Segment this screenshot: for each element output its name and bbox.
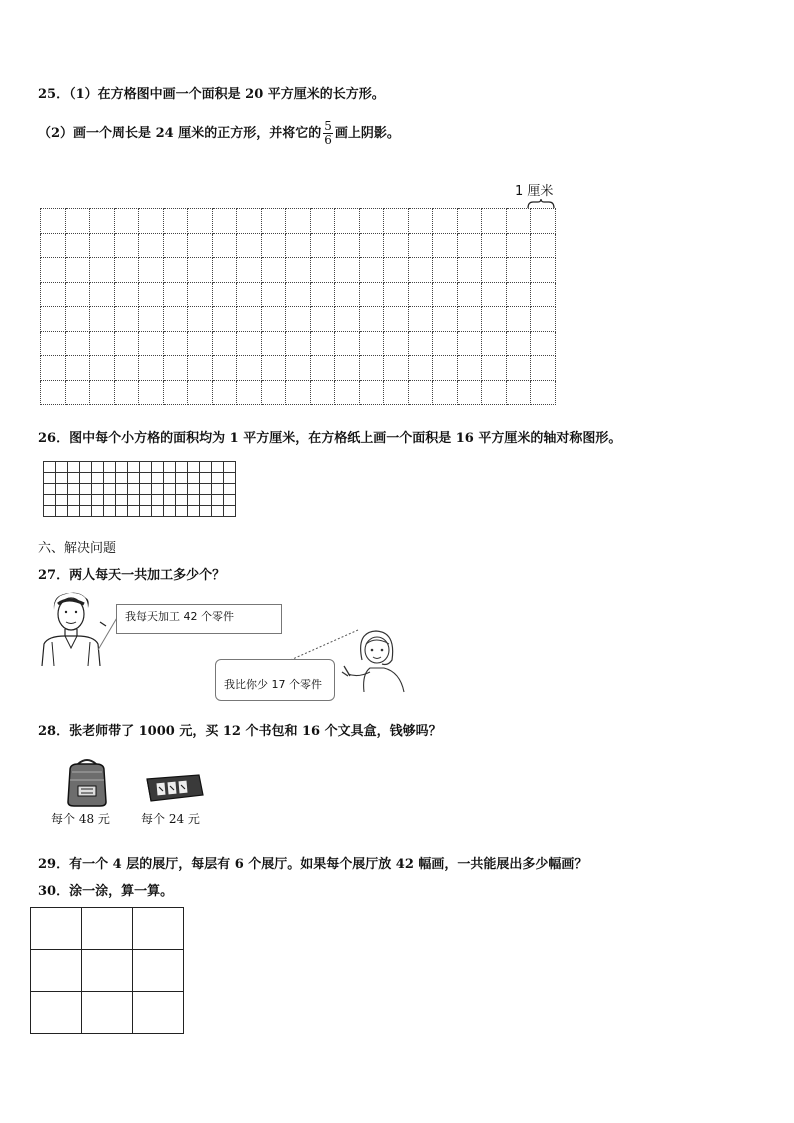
grid-cell[interactable] [176, 506, 188, 517]
grid-cell[interactable] [139, 233, 164, 258]
grid-cell[interactable] [68, 473, 80, 484]
grid-cell[interactable] [384, 233, 409, 258]
grid-cell[interactable] [237, 356, 262, 381]
grid-cell[interactable] [482, 356, 507, 381]
grid-cell[interactable] [128, 506, 140, 517]
grid-cell[interactable] [188, 233, 213, 258]
q25-part1: 25．（1）在方格图中画一个面积是 20 平方厘米的长方形。 [38, 87, 385, 102]
grid-cell[interactable] [212, 495, 224, 506]
grid-cell[interactable] [506, 331, 531, 356]
grid-cell[interactable] [152, 484, 164, 495]
grid-cell[interactable] [163, 307, 188, 332]
grid-cell[interactable] [68, 506, 80, 517]
grid-cell[interactable] [31, 992, 82, 1034]
grid-cell[interactable] [164, 484, 176, 495]
grid-cell[interactable] [212, 380, 237, 405]
grid-cell[interactable] [104, 506, 116, 517]
grid-cell[interactable] [188, 506, 200, 517]
grid-cell[interactable] [41, 331, 66, 356]
grid-cell[interactable] [433, 233, 458, 258]
grid-cell[interactable] [188, 209, 213, 234]
grid-cell[interactable] [114, 331, 139, 356]
grid-cell[interactable] [359, 282, 384, 307]
grid-cell[interactable] [237, 282, 262, 307]
grid-cell[interactable] [286, 233, 311, 258]
grid-cell[interactable] [457, 380, 482, 405]
grid-cell[interactable] [65, 307, 90, 332]
grid-cell[interactable] [261, 258, 286, 283]
grid-cell[interactable] [335, 233, 360, 258]
grid-cell[interactable] [31, 950, 82, 992]
grid-cell[interactable] [163, 356, 188, 381]
grid-cell[interactable] [482, 307, 507, 332]
grid-cell[interactable] [212, 473, 224, 484]
grid-cell[interactable] [90, 282, 115, 307]
grid-cell[interactable] [44, 484, 56, 495]
grid-cell[interactable] [359, 233, 384, 258]
grid-cell[interactable] [116, 462, 128, 473]
grid-cell[interactable] [433, 331, 458, 356]
grid-cell[interactable] [163, 209, 188, 234]
grid-cell[interactable] [335, 209, 360, 234]
grid-cell[interactable] [90, 331, 115, 356]
grid-cell[interactable] [310, 331, 335, 356]
grid-cell[interactable] [261, 209, 286, 234]
grid-cell[interactable] [133, 950, 184, 992]
grid-cell[interactable] [237, 209, 262, 234]
grid-cell[interactable] [531, 331, 556, 356]
grid-cell[interactable] [237, 331, 262, 356]
grid-cell[interactable] [310, 209, 335, 234]
q25-part2 [38, 120, 400, 147]
grid-cell[interactable] [41, 356, 66, 381]
grid-cell[interactable] [224, 484, 236, 495]
grid-cell[interactable] [82, 908, 133, 950]
grid-cell[interactable] [104, 495, 116, 506]
fraction-numerator: 5 [324, 119, 332, 133]
grid-cell[interactable] [104, 462, 116, 473]
section-title: 六、解决问题 [38, 541, 117, 556]
grid-cell[interactable] [116, 473, 128, 484]
grid-cell[interactable] [188, 331, 213, 356]
grid-cell[interactable] [80, 484, 92, 495]
grid-cell[interactable] [188, 356, 213, 381]
grid-cell[interactable] [140, 473, 152, 484]
grid-cell[interactable] [65, 233, 90, 258]
grid-cell[interactable] [310, 233, 335, 258]
grid-cell[interactable] [200, 462, 212, 473]
q29-text: 29．有一个 4 层的展厅，每层有 6 个展厅。如果每个展厅放 42 幅画，一共能展出多少幅画？ [38, 857, 588, 872]
grid-cell[interactable] [56, 484, 68, 495]
q25-grid[interactable] [40, 208, 556, 405]
caption-pencil-box: 每个 24 元 [141, 812, 200, 826]
grid-cell[interactable] [482, 282, 507, 307]
grid-cell[interactable] [224, 462, 236, 473]
grid-cell[interactable] [56, 506, 68, 517]
grid-cell[interactable] [44, 473, 56, 484]
grid-cell[interactable] [335, 331, 360, 356]
grid-cell[interactable] [359, 258, 384, 283]
grid-cell[interactable] [90, 307, 115, 332]
grid-cell[interactable] [140, 506, 152, 517]
grid-cell[interactable] [163, 258, 188, 283]
q25-part2-after: 画上阴影。 [334, 126, 400, 141]
grid-cell[interactable] [531, 380, 556, 405]
grid-cell[interactable] [310, 282, 335, 307]
grid-cell[interactable] [90, 209, 115, 234]
grid-cell[interactable] [359, 331, 384, 356]
grid-cell[interactable] [128, 484, 140, 495]
q26-grid[interactable] [43, 461, 236, 517]
grid-cell[interactable] [56, 473, 68, 484]
grid-cell[interactable] [200, 506, 212, 517]
grid-cell[interactable] [212, 307, 237, 332]
grid-cell[interactable] [457, 356, 482, 381]
grid-cell[interactable] [200, 495, 212, 506]
grid-cell[interactable] [286, 209, 311, 234]
grid-cell[interactable] [116, 484, 128, 495]
grid-cell[interactable] [164, 462, 176, 473]
grid-cell[interactable] [237, 233, 262, 258]
grid-cell[interactable] [65, 282, 90, 307]
grid-cell[interactable] [188, 462, 200, 473]
grid-cell[interactable] [531, 282, 556, 307]
grid-cell[interactable] [506, 356, 531, 381]
grid-cell[interactable] [433, 380, 458, 405]
grid-cell[interactable] [408, 282, 433, 307]
grid-cell[interactable] [90, 356, 115, 381]
q30-text: 30．涂一涂，算一算。 [38, 884, 174, 899]
grid-cell[interactable] [408, 307, 433, 332]
fraction-denominator: 6 [324, 133, 332, 147]
grid-cell[interactable] [457, 307, 482, 332]
grid-cell[interactable] [212, 258, 237, 283]
grid-cell[interactable] [212, 356, 237, 381]
grid-cell[interactable] [310, 307, 335, 332]
grid-cell[interactable] [65, 380, 90, 405]
grid-cell[interactable] [310, 356, 335, 381]
grid-cell[interactable] [188, 484, 200, 495]
grid-cell[interactable] [41, 258, 66, 283]
grid-cell[interactable] [41, 209, 66, 234]
grid-cell[interactable] [92, 462, 104, 473]
grid-cell[interactable] [92, 495, 104, 506]
grid-cell[interactable] [433, 282, 458, 307]
grid-cell[interactable] [44, 462, 56, 473]
q25-part2-before: （2）画一个周长是 24 厘米的正方形，并将它的 [38, 126, 322, 141]
grid-cell[interactable] [335, 282, 360, 307]
grid-cell[interactable] [163, 331, 188, 356]
grid-cell[interactable] [212, 282, 237, 307]
grid-cell[interactable] [92, 484, 104, 495]
grid-cell[interactable] [188, 307, 213, 332]
grid-cell[interactable] [152, 495, 164, 506]
grid-cell[interactable] [335, 356, 360, 381]
grid-cell[interactable] [104, 484, 116, 495]
grid-cell[interactable] [482, 233, 507, 258]
grid-cell[interactable] [92, 473, 104, 484]
grid-cell[interactable] [114, 258, 139, 283]
grid-cell[interactable] [128, 495, 140, 506]
caption-backpack: 每个 48 元 [51, 812, 110, 826]
grid-cell[interactable] [506, 282, 531, 307]
grid-cell[interactable] [90, 233, 115, 258]
grid-cell[interactable] [531, 356, 556, 381]
grid-cell[interactable] [139, 282, 164, 307]
pencil-box-icon [141, 771, 205, 805]
grid-cell[interactable] [482, 331, 507, 356]
grid-cell[interactable] [140, 495, 152, 506]
girl-illustration-icon [340, 626, 412, 694]
grid-cell[interactable] [65, 209, 90, 234]
grid-cell[interactable] [152, 506, 164, 517]
grid-cell[interactable] [188, 473, 200, 484]
grid-cell[interactable] [384, 356, 409, 381]
q26-text: 26．图中每个小方格的面积均为 1 平方厘米，在方格纸上画一个面积是 16 平方厘米的轴对称图形。 [38, 431, 622, 446]
grid-cell[interactable] [212, 462, 224, 473]
grid-cell[interactable] [164, 473, 176, 484]
grid-cell[interactable] [531, 307, 556, 332]
grid-cell[interactable] [384, 258, 409, 283]
grid-cell[interactable] [68, 462, 80, 473]
grid-cell[interactable] [163, 282, 188, 307]
grid-cell[interactable] [359, 356, 384, 381]
grid-cell[interactable] [176, 473, 188, 484]
grid-cell[interactable] [224, 506, 236, 517]
grid-cell[interactable] [82, 950, 133, 992]
grid-cell[interactable] [114, 282, 139, 307]
grid-cell[interactable] [114, 356, 139, 381]
grid-cell[interactable] [457, 233, 482, 258]
grid-cell[interactable] [133, 992, 184, 1034]
grid-cell[interactable] [139, 307, 164, 332]
grid-cell[interactable] [457, 209, 482, 234]
grid-cell[interactable] [163, 380, 188, 405]
grid-cell[interactable] [80, 506, 92, 517]
speech-bubble-man: 我每天加工 42 个零件 [116, 604, 282, 634]
grid-cell[interactable] [188, 258, 213, 283]
grid-cell[interactable] [237, 380, 262, 405]
speech-bubble-girl: 我比你少 17 个零件 [215, 659, 335, 701]
grid-cell[interactable] [482, 209, 507, 234]
grid-cell[interactable] [408, 356, 433, 381]
grid-cell[interactable] [237, 307, 262, 332]
grid-cell[interactable] [114, 307, 139, 332]
grid-cell[interactable] [408, 233, 433, 258]
grid-cell[interactable] [506, 258, 531, 283]
grid-cell[interactable] [433, 258, 458, 283]
grid-cell[interactable] [384, 209, 409, 234]
grid-cell[interactable] [65, 356, 90, 381]
grid-cell[interactable] [408, 209, 433, 234]
grid-cell[interactable] [139, 258, 164, 283]
grid-cell[interactable] [286, 331, 311, 356]
grid-cell[interactable] [133, 908, 184, 950]
grid-cell[interactable] [384, 282, 409, 307]
grid-cell[interactable] [116, 495, 128, 506]
grid-cell[interactable] [164, 506, 176, 517]
grid-cell[interactable] [384, 380, 409, 405]
grid-cell[interactable] [506, 307, 531, 332]
grid-cell[interactable] [104, 473, 116, 484]
grid-cell[interactable] [65, 258, 90, 283]
grid-cell[interactable] [286, 356, 311, 381]
grid-cell[interactable] [310, 380, 335, 405]
grid-cell[interactable] [176, 484, 188, 495]
grid-cell[interactable] [212, 233, 237, 258]
grid-cell[interactable] [384, 307, 409, 332]
grid-cell[interactable] [82, 992, 133, 1034]
grid-cell[interactable] [68, 495, 80, 506]
grid-cell[interactable] [286, 282, 311, 307]
grid-cell[interactable] [200, 484, 212, 495]
grid-cell[interactable] [335, 380, 360, 405]
grid-cell[interactable] [506, 209, 531, 234]
grid-cell[interactable] [128, 462, 140, 473]
grid-cell[interactable] [139, 380, 164, 405]
grid-cell[interactable] [188, 495, 200, 506]
grid-cell[interactable] [188, 380, 213, 405]
grid-cell[interactable] [41, 380, 66, 405]
grid-cell[interactable] [506, 233, 531, 258]
grid-cell[interactable] [65, 331, 90, 356]
fraction-five-sixths [323, 120, 333, 147]
grid-cell[interactable] [163, 233, 188, 258]
grid-cell[interactable] [188, 282, 213, 307]
grid-cell[interactable] [286, 307, 311, 332]
grid-cell[interactable] [359, 380, 384, 405]
grid-cell[interactable] [41, 233, 66, 258]
grid-cell[interactable] [139, 209, 164, 234]
grid-cell[interactable] [212, 506, 224, 517]
grid-cell[interactable] [68, 484, 80, 495]
dotted-grid-table[interactable] [40, 208, 556, 405]
grid-cell[interactable] [224, 495, 236, 506]
grid-cell[interactable] [359, 209, 384, 234]
grid-cell[interactable] [261, 307, 286, 332]
grid-cell[interactable] [261, 380, 286, 405]
grid-cell[interactable] [433, 209, 458, 234]
grid-cell[interactable] [139, 356, 164, 381]
grid-cell[interactable] [531, 209, 556, 234]
grid-cell[interactable] [114, 233, 139, 258]
grid-cell[interactable] [41, 307, 66, 332]
grid-cell[interactable] [128, 473, 140, 484]
grid-cell[interactable] [56, 495, 68, 506]
grid-cell[interactable] [140, 484, 152, 495]
grid-cell[interactable] [457, 258, 482, 283]
grid-cell[interactable] [114, 209, 139, 234]
grid-cell[interactable] [200, 473, 212, 484]
q27-text: 27．两人每天一共加工多少个？ [38, 568, 226, 583]
grid-cell[interactable] [90, 380, 115, 405]
grid-cell[interactable] [212, 209, 237, 234]
grid-cell[interactable] [212, 331, 237, 356]
grid-cell[interactable] [90, 258, 115, 283]
grid-cell[interactable] [114, 380, 139, 405]
grid-cell[interactable] [286, 380, 311, 405]
grid-cell[interactable] [261, 282, 286, 307]
grid-cell[interactable] [176, 495, 188, 506]
grid-cell[interactable] [408, 331, 433, 356]
grid-cell[interactable] [359, 307, 384, 332]
grid-cell[interactable] [457, 331, 482, 356]
grid-cell[interactable] [140, 462, 152, 473]
grid-cell[interactable] [482, 380, 507, 405]
grid-cell[interactable] [164, 495, 176, 506]
grid-cell[interactable] [531, 258, 556, 283]
grid-cell[interactable] [152, 473, 164, 484]
grid-cell[interactable] [56, 462, 68, 473]
grid-cell[interactable] [506, 380, 531, 405]
grid-cell[interactable] [261, 233, 286, 258]
grid-cell[interactable] [92, 506, 104, 517]
grid-cell[interactable] [310, 258, 335, 283]
grid-cell[interactable] [212, 484, 224, 495]
grid-cell[interactable] [433, 307, 458, 332]
grid-cell[interactable] [482, 258, 507, 283]
grid-cell[interactable] [286, 258, 311, 283]
small-grid-table[interactable] [43, 461, 236, 517]
grid-cell[interactable] [261, 331, 286, 356]
grid-cell[interactable] [408, 380, 433, 405]
grid-cell[interactable] [457, 282, 482, 307]
grid-cell[interactable] [116, 506, 128, 517]
grid-cell[interactable] [80, 462, 92, 473]
grid-cell[interactable] [176, 462, 188, 473]
grid-cell[interactable] [44, 495, 56, 506]
unit-label: 1 厘米 [515, 184, 554, 199]
grid-cell[interactable] [384, 331, 409, 356]
grid-cell[interactable] [261, 356, 286, 381]
grid-cell[interactable] [152, 462, 164, 473]
grid-cell[interactable] [41, 282, 66, 307]
grid-cell[interactable] [80, 495, 92, 506]
grid-cell[interactable] [139, 331, 164, 356]
grid-cell[interactable] [531, 233, 556, 258]
grid-cell[interactable] [335, 258, 360, 283]
grid-cell[interactable] [433, 356, 458, 381]
three-by-three-grid[interactable] [30, 907, 184, 1034]
grid-cell[interactable] [335, 307, 360, 332]
grid-cell[interactable] [224, 473, 236, 484]
grid-cell[interactable] [80, 473, 92, 484]
q28-text: 28．张老师带了 1000 元，买 12 个书包和 16 个文具盒，钱够吗？ [38, 724, 442, 739]
grid-cell[interactable] [44, 506, 56, 517]
grid-cell[interactable] [408, 258, 433, 283]
backpack-icon [60, 756, 114, 808]
grid-cell[interactable] [237, 258, 262, 283]
q30-grid[interactable] [30, 907, 184, 1034]
grid-cell[interactable] [31, 908, 82, 950]
